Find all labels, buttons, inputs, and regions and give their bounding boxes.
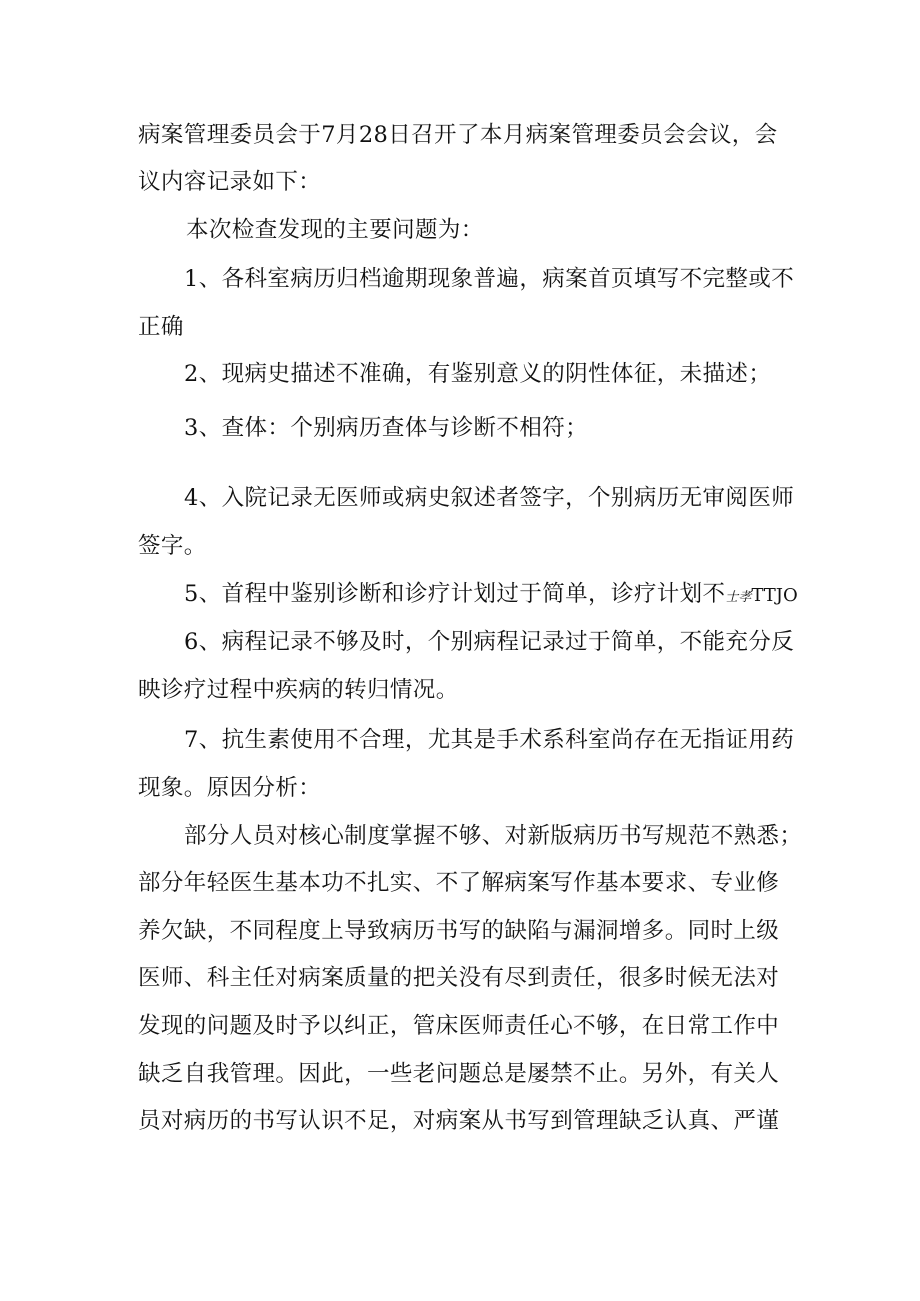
problem-item-4-line-2: 签字。 bbox=[138, 533, 207, 559]
analysis-line-4: 医师、科主任对病案质量的把关没有尽到责任，很多时候无法对 bbox=[138, 965, 780, 991]
problem-item-7-line-1: 7、抗生素使用不合理，尤其是手术系科室尚存在无指证用药 bbox=[184, 727, 795, 753]
problem-item-4-line-1: 4、入院记录无医师或病史叙述者签字，个别病历无审阅医师 bbox=[184, 485, 795, 511]
problem-item-5 bbox=[0, 579, 920, 613]
intro-line-1: 病案管理委员会于7月28日召开了本月病案管理委员会会议，会 bbox=[138, 122, 778, 148]
problem-item-3: 3、查体：个别病历查体与诊断不相符； bbox=[184, 415, 589, 441]
problem-item-2: 2、现病史描述不准确，有鉴别意义的阴性体征，未描述； bbox=[184, 361, 772, 387]
intro-line-2: 议内容记录如下： bbox=[138, 169, 322, 195]
analysis-line-7: 员对病历的书写认识不足，对病案从书写到管理缺乏认真、严谨 bbox=[138, 1108, 780, 1134]
analysis-line-3: 养欠缺，不同程度上导致病历书写的缺陷与漏洞增多。同时上级 bbox=[138, 918, 780, 944]
problem-item-1-line-2: 正确 bbox=[138, 314, 184, 340]
problems-heading: 本次检查发现的主要问题为： bbox=[186, 217, 484, 243]
analysis-line-6: 缺乏自我管理。因此，一些老问题总是屡禁不止。另外，有关人 bbox=[138, 1061, 780, 1087]
problem-item-6-line-2: 映诊疗过程中疾病的转归情况。 bbox=[138, 677, 459, 703]
problem-item-5-garbled-a: 士孝 bbox=[725, 590, 752, 605]
problem-item-6-line-1: 6、病程记录不够及时，个别病程记录过于简单，不能充分反 bbox=[184, 629, 795, 655]
problem-item-1-line-1: 1、各科室病历归档逾期现象普遍，病案首页填写不完整或不 bbox=[184, 266, 795, 292]
problem-item-7-line-2: 现象。原因分析： bbox=[138, 775, 322, 801]
analysis-line-2: 部分年轻医生基本功不扎实、不了解病案写作基本要求、专业修 bbox=[138, 870, 780, 896]
problem-item-5-garbled-b: TTJO bbox=[751, 585, 798, 606]
problem-item-5-text: 5、首程中鉴别诊断和诊疗计划过于简单，诊疗计划不 bbox=[184, 581, 726, 607]
analysis-line-5: 发现的问题及时予以纠正，管床医师责任心不够，在日常工作中 bbox=[138, 1013, 780, 1039]
analysis-line-1: 部分人员对核心制度掌握不够、对新版病历书写规范不熟悉； bbox=[184, 823, 803, 849]
